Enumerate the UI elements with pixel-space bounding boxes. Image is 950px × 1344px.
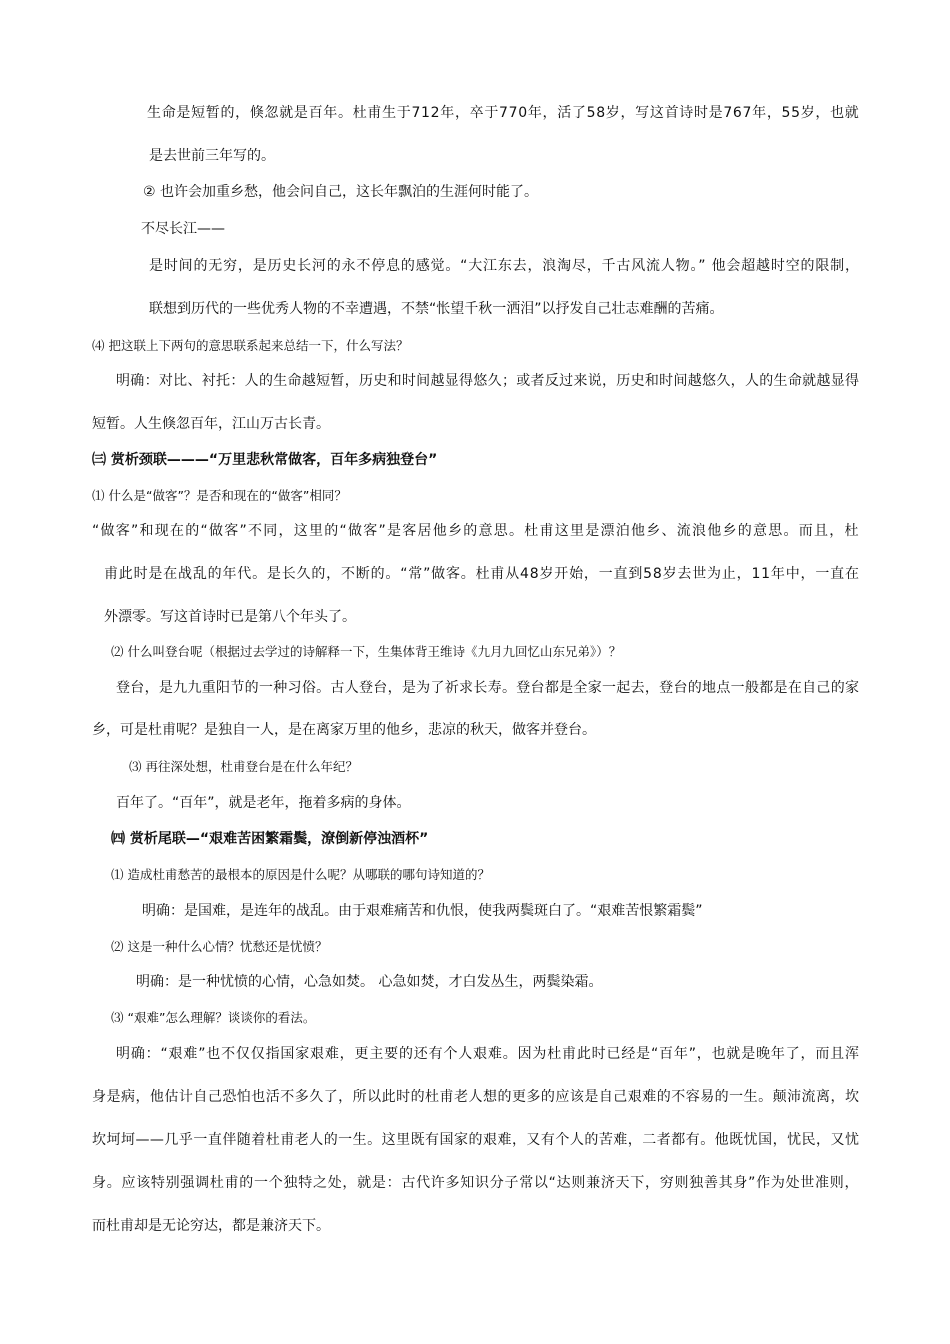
answer-text: 短暂。人生倏忽百年，江山万古长青。 bbox=[92, 416, 330, 432]
question: ⑴ 造成杜甫愁苦的最根本的原因是什么呢？从哪联的哪句诗知道的？ bbox=[111, 867, 490, 882]
question: ⑶ 再往深处想，杜甫登台是在什么年纪？ bbox=[129, 759, 358, 774]
body-text: 不尽长江—— bbox=[141, 221, 225, 237]
question: ⑵ 这是一种什么心情？忧愁还是忧愤？ bbox=[111, 939, 328, 954]
body-text: 是时间的无穷，是历史长河的永不停息的感觉。“大江东去，浪淘尽，千古风流人物。” 他会超越时空的限制， bbox=[149, 258, 860, 274]
body-text: 是去世前三年写的。 bbox=[149, 148, 275, 164]
body-text: 外漂零。写这首诗时已是第八个年头了。 bbox=[104, 609, 356, 625]
body-text: 乡，可是杜甫呢？是独自一人，是在离家万里的他乡，悲凉的秋天，做客并登台。 bbox=[92, 722, 596, 738]
section-heading: ㈣ 赏析尾联—“艰难苦困繁霜鬓，潦倒新停浊酒杯” bbox=[111, 831, 429, 847]
answer-text: 而杜甫却是无论穷达，都是兼济天下。 bbox=[92, 1218, 330, 1234]
answer-text: 坎坷坷——几乎一直伴随着杜甫老人的一生。这里既有国家的艰难，又有个人的苦难，二者都有。他既忧国，忧民，又忧 bbox=[92, 1132, 860, 1148]
body-text: ② 也许会加重乡愁，他会问自己，这长年飘泊的生涯何时能了。 bbox=[143, 184, 538, 200]
body-text: 联想到历代的一些优秀人物的不幸遭遇，不禁“怅望千秋一洒泪”以抒发自己壮志难酬的苦痛。 bbox=[149, 301, 724, 317]
question: ⑵ 什么叫登台呢（根据过去学过的诗解释一下，生集体背王维诗《九月九回忆山东兄弟》）？ bbox=[111, 644, 622, 659]
body-text: 甫此时是在战乱的年代。是长久的，不断的。“常”做客。杜甫从48岁开始，一直到58岁去世为止，11年中，一直在 bbox=[104, 566, 860, 582]
body-text: 生命是短暂的，倏忽就是百年。杜甫生于712年，卒于770年，活了58岁，写这首诗时是767年，55岁，也就 bbox=[147, 105, 860, 121]
answer-text: 明确：是一种忧愤的心情，心急如焚。 心急如焚，才白发丛生，两鬓染霜。 bbox=[136, 974, 603, 990]
answer-text: 身。应该特别强调杜甫的一个独特之处，就是：古代许多知识分子常以“达则兼济天下，穷则独善其身”作为处世准则， bbox=[92, 1175, 860, 1191]
body-text: 百年了。“百年”，就是老年，拖着多病的身体。 bbox=[116, 795, 411, 811]
question: ⑴ 什么是“做客”？是否和现在的“做客”相同？ bbox=[92, 488, 347, 503]
body-text: “做客”和现在的“做客”不同，这里的“做客”是客居他乡的意思。杜甫这里是漂泊他乡、流浪他乡的意思。而且，杜 bbox=[92, 523, 860, 539]
answer-text: 明确：是国难，是连年的战乱。由于艰难痛苦和仇恨，使我两鬓斑白了。“艰难苦恨繁霜鬓” bbox=[142, 903, 703, 919]
section-heading: ㈢ 赏析颈联———“万里悲秋常做客，百年多病独登台” bbox=[92, 452, 438, 468]
question: ⑷ 把这联上下两句的意思联系起来总结一下，什么写法？ bbox=[92, 338, 409, 353]
answer-text: 明确：对比、衬托：人的生命越短暂，历史和时间越显得悠久；或者反过来说，历史和时间越悠久，人的生命就越显得 bbox=[116, 373, 860, 389]
question: ⑶ “艰难”怎么理解？谈谈你的看法。 bbox=[111, 1010, 316, 1025]
body-text: 登台，是九九重阳节的一种习俗。古人登台，是为了祈求长寿。登台都是全家一起去，登台的地点一般都是在自己的家 bbox=[116, 680, 860, 696]
answer-text: 明确：“艰难”也不仅仅指国家艰难，更主要的还有个人艰难。因为杜甫此时已经是“百年”，也就是晚年了，而且浑 bbox=[116, 1046, 860, 1062]
answer-text: 身是病，他估计自己恐怕也活不多久了，所以此时的杜甫老人想的更多的应该是自己艰难的不容易的一生。颠沛流离，坎 bbox=[92, 1089, 860, 1105]
